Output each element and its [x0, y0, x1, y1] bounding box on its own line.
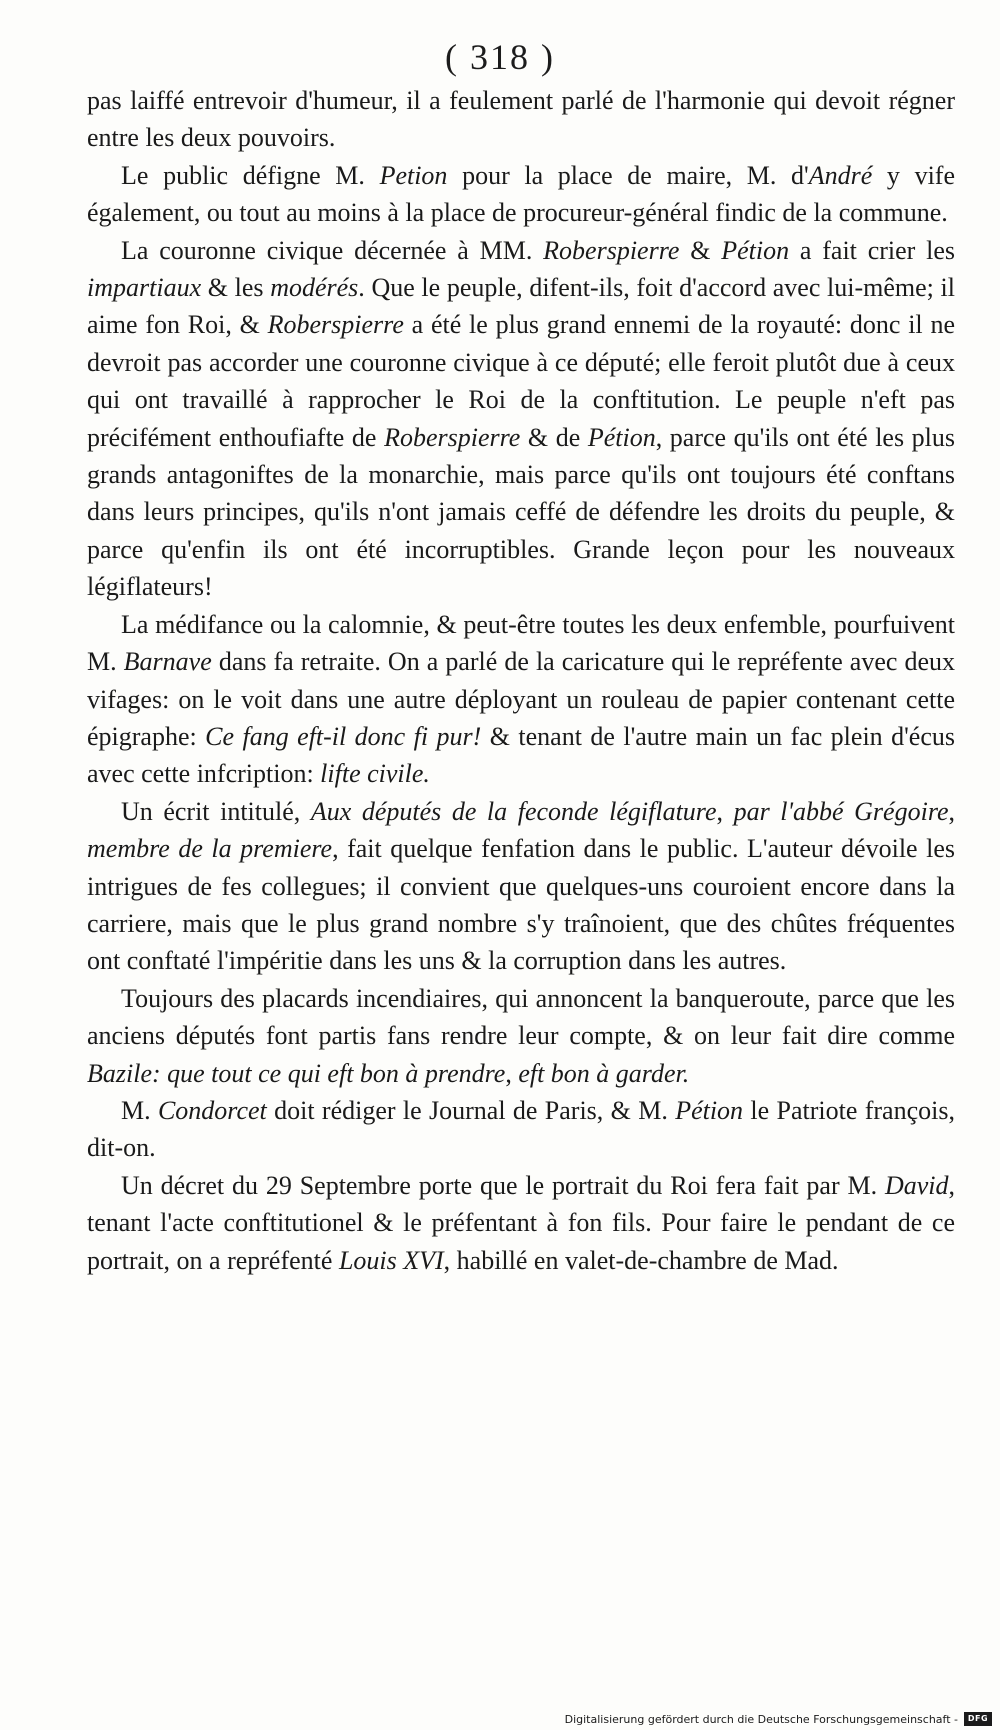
text-run: le Patriote françois, dit-on. [87, 1095, 955, 1163]
italic-text: Pétion [587, 422, 656, 452]
text-run: , [716, 796, 734, 826]
text-run: a été le plus grand ennemi de la royauté: donc il ne devroit pas accorder une couronne civique à ce député; elle feroit plutôt due à ceux qui ont travaillé à rapprocher le Roi de la conftitution. Le peuple n'eft pas précifément enthoufiafte de [87, 310, 955, 452]
italic-text: Aux députés de la feconde légiflature [310, 796, 717, 826]
text-run: pour la place de maire, M. d' [447, 160, 809, 190]
italic-text: André [808, 160, 873, 190]
body-text [87, 82, 955, 1279]
text-run: a fait crier les [789, 235, 956, 265]
italic-text: Petion [379, 160, 448, 190]
text-run: & [679, 235, 722, 265]
text-run: La couronne civique décernée à MM. [121, 235, 544, 265]
italic-text: impartiaux [87, 273, 202, 303]
italic-text: David [884, 1170, 949, 1200]
italic-text: par l'abbé Grégoire [733, 796, 949, 826]
italic-text: membre de la premiere [87, 834, 333, 864]
text-run: Un décret du 29 Septembre porte que le portrait du Roi fera fait par M. [121, 1170, 885, 1200]
italic-text: Louis XVI [338, 1245, 444, 1275]
paragraph [87, 1167, 955, 1279]
paragraph [87, 157, 955, 232]
text-run: Toujours des placards incendiaires, qui annoncent la banqueroute, parce que les anciens députés font partis fans rendre leur compte, & on leur fait dire comme [87, 983, 955, 1051]
text-run: & de [520, 422, 588, 452]
italic-text: Roberspierre [543, 235, 680, 265]
credit-text: Digitalisierung gefördert durch die Deutsche Forschungsgemeinschaft - [564, 1712, 958, 1726]
text-run: , tenant l'acte conftitutionel & le préfentant à fon fils. Pour faire le pendant de ce portrait, on a repréfenté [87, 1170, 955, 1275]
text-run: & les [201, 273, 271, 303]
italic-text: lifte civile. [320, 759, 430, 789]
paragraph [87, 980, 955, 1092]
text-run: , habillé en valet-de-chambre de Mad. [443, 1245, 839, 1275]
paragraph [87, 793, 955, 980]
italic-text: Ce fang eft-il donc fi pur! [205, 721, 482, 751]
text-run: , fait quelque fenfation dans le public. L'auteur dévoile les intrigues de fes collegues; il convient que quelques-uns couroient encore dans la carriere, mais que le plus grand nombre s'y traînoient, que des chûtes fréquentes ont conftaté l'impéritie dans les uns & la corruption dans les autres. [87, 834, 955, 976]
text-run: La médifance ou la calomnie, & peut-être toutes les deux enfemble, pourfuivent M. [87, 609, 955, 677]
text-run: M. [121, 1095, 158, 1125]
paragraph [87, 232, 955, 606]
text-run: . Que le peuple, difent-ils, foit d'accord avec lui-même; il aime fon Roi, & [87, 273, 955, 340]
italic-text: Pétion [721, 235, 790, 265]
page-number: ( 318 ) [445, 37, 555, 77]
text-run: dans fa retraite. On a parlé de la caricature qui le repréfente avec deux vifages: on le voit dans une autre déployant un rouleau de papier contenant cette épigraphe: [87, 647, 955, 751]
dfg-logo-icon: DFG [964, 1712, 992, 1726]
text-run: y vife également, ou tout au moins à la place de procureur-général findic de la commune. [87, 160, 955, 228]
text-run: doit rédiger le Journal de Paris, & M. [266, 1095, 676, 1125]
text-run: Le public défigne M. [121, 160, 380, 190]
italic-text: modérés [270, 273, 359, 303]
digitization-credit [565, 1712, 992, 1726]
text-run: , [505, 1058, 519, 1088]
italic-text: Roberspierre [267, 310, 404, 340]
text-run: Un écrit intitulé, [121, 796, 311, 826]
paragraph [87, 1092, 955, 1167]
paragraph [87, 82, 955, 157]
italic-text: Pétion [675, 1095, 744, 1125]
text-run: & tenant de l'autre main un fac plein d'écus avec cette infcription: [87, 721, 955, 789]
text-run: , parce qu'ils ont été les plus grands antagoniftes de la monarchie, mais parce qu'ils ont toujours été conftans dans leurs principes, qu'ils n'ont jamais ceffé de défendre les droits du peuple, & parce qu'enfin ils ont été incorruptibles. Grande leçon pour les nouveaux légiflateurs! [87, 422, 956, 602]
italic-text: Bazile: que tout ce qui eft bon à prendre [87, 1058, 506, 1088]
italic-text: eft bon à garder. [518, 1058, 690, 1088]
italic-text: Roberspierre [384, 422, 521, 452]
text-run: , [948, 796, 956, 826]
text-run: pas laiffé entrevoir d'humeur, il a feulement parlé de l'harmonie qui devoit régner entre les deux pouvoirs. [87, 86, 955, 153]
italic-text: Condorcet [157, 1095, 267, 1125]
italic-text: Barnave [123, 647, 212, 677]
paragraph [87, 606, 955, 793]
